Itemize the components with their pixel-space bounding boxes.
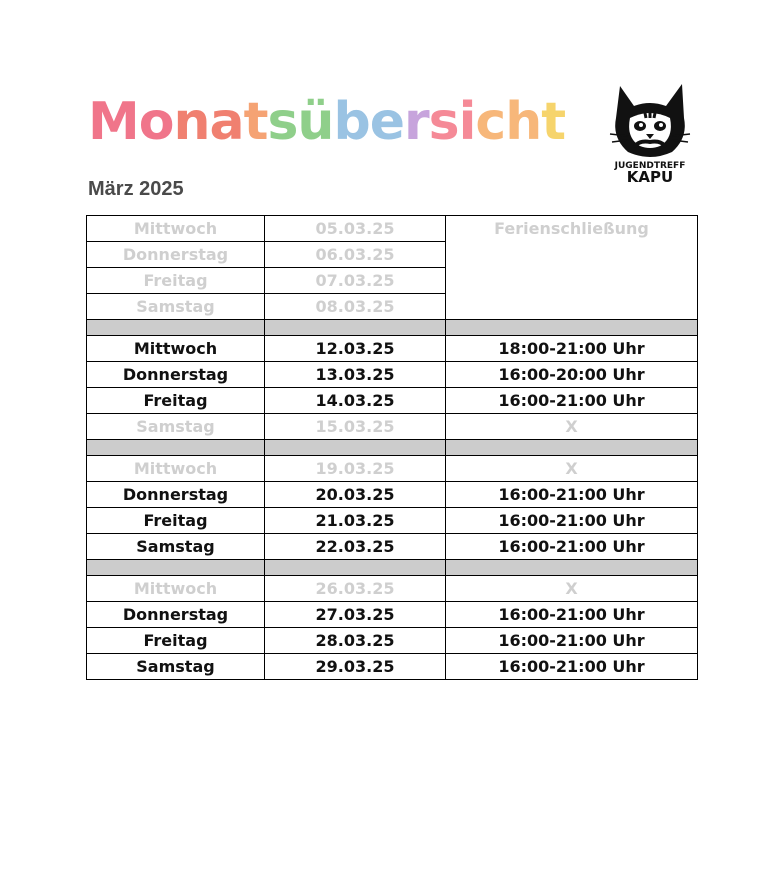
time-cell: 16:00-21:00 Uhr (446, 508, 698, 534)
date-cell: 13.03.25 (265, 362, 446, 388)
title-letter: i (458, 92, 476, 152)
title-letter: o (138, 92, 174, 152)
table-row (87, 602, 698, 628)
table-row (87, 508, 698, 534)
time-cell: 16:00-21:00 Uhr (446, 654, 698, 680)
table-row (87, 456, 698, 482)
date-cell: 29.03.25 (265, 654, 446, 680)
title-letter: t (541, 92, 566, 152)
separator-cell (87, 560, 265, 576)
table-row (87, 534, 698, 560)
month-label: März 2025 (88, 178, 184, 200)
date-cell: 21.03.25 (265, 508, 446, 534)
date-cell: 08.03.25 (265, 294, 446, 320)
table-row (87, 482, 698, 508)
title-letter: r (403, 92, 429, 152)
title-letter: n (173, 92, 210, 152)
time-cell: 16:00-21:00 Uhr (446, 628, 698, 654)
title-letter: ü (297, 92, 334, 152)
title-letter: b (333, 92, 370, 152)
table-row (87, 388, 698, 414)
separator-cell (265, 320, 446, 336)
separator-cell (446, 320, 698, 336)
cat-icon (610, 84, 690, 157)
date-cell: 12.03.25 (265, 336, 446, 362)
time-cell: X (446, 414, 698, 440)
page-title (88, 92, 566, 152)
table-row (87, 628, 698, 654)
date-cell: 28.03.25 (265, 628, 446, 654)
day-cell: Samstag (87, 534, 265, 560)
date-cell: 20.03.25 (265, 482, 446, 508)
date-cell: 07.03.25 (265, 268, 446, 294)
title-letter: e (369, 92, 404, 152)
day-cell: Samstag (87, 654, 265, 680)
day-cell: Samstag (87, 414, 265, 440)
table-row (87, 576, 698, 602)
day-cell: Freitag (87, 268, 265, 294)
week-separator (87, 560, 698, 576)
logo-text-bottom: KAPU (626, 168, 674, 186)
time-cell: 16:00-21:00 Uhr (446, 602, 698, 628)
separator-cell (87, 320, 265, 336)
separator-cell (446, 440, 698, 456)
day-cell: Donnerstag (87, 362, 265, 388)
time-cell: 16:00-20:00 Uhr (446, 362, 698, 388)
title-letter: h (505, 92, 542, 152)
separator-cell (265, 560, 446, 576)
table-row (87, 362, 698, 388)
date-cell: 22.03.25 (265, 534, 446, 560)
date-cell: 15.03.25 (265, 414, 446, 440)
time-cell: 16:00-21:00 Uhr (446, 482, 698, 508)
date-cell: 05.03.25 (265, 216, 446, 242)
schedule-table (86, 215, 698, 680)
table-row (87, 336, 698, 362)
title-letter: s (267, 92, 298, 152)
week-separator (87, 320, 698, 336)
day-cell: Mittwoch (87, 576, 265, 602)
date-cell: 26.03.25 (265, 576, 446, 602)
table-row (87, 216, 698, 242)
title-letter: a (209, 92, 244, 152)
day-cell: Donnerstag (87, 242, 265, 268)
date-cell: 27.03.25 (265, 602, 446, 628)
title-letter: s (428, 92, 459, 152)
title-letter: t (243, 92, 268, 152)
table-row (87, 654, 698, 680)
separator-cell (87, 440, 265, 456)
logo-text-top: JUGENDTREFF (614, 161, 686, 171)
day-cell: Mittwoch (87, 336, 265, 362)
day-cell: Donnerstag (87, 602, 265, 628)
time-cell: X (446, 456, 698, 482)
time-cell: 18:00-21:00 Uhr (446, 336, 698, 362)
day-cell: Freitag (87, 388, 265, 414)
day-cell: Freitag (87, 508, 265, 534)
day-cell: Samstag (87, 294, 265, 320)
separator-cell (446, 560, 698, 576)
time-cell: 16:00-21:00 Uhr (446, 388, 698, 414)
logo (600, 78, 700, 186)
time-cell: 16:00-21:00 Uhr (446, 534, 698, 560)
week-separator (87, 440, 698, 456)
date-cell: 14.03.25 (265, 388, 446, 414)
time-cell: X (446, 576, 698, 602)
day-cell: Freitag (87, 628, 265, 654)
day-cell: Mittwoch (87, 456, 265, 482)
date-cell: 06.03.25 (265, 242, 446, 268)
title-letter: M (88, 92, 139, 152)
title-letter: c (475, 92, 506, 152)
separator-cell (265, 440, 446, 456)
table-row (87, 414, 698, 440)
date-cell: 19.03.25 (265, 456, 446, 482)
closure-note-cell: Ferienschließung (446, 216, 698, 320)
day-cell: Donnerstag (87, 482, 265, 508)
day-cell: Mittwoch (87, 216, 265, 242)
